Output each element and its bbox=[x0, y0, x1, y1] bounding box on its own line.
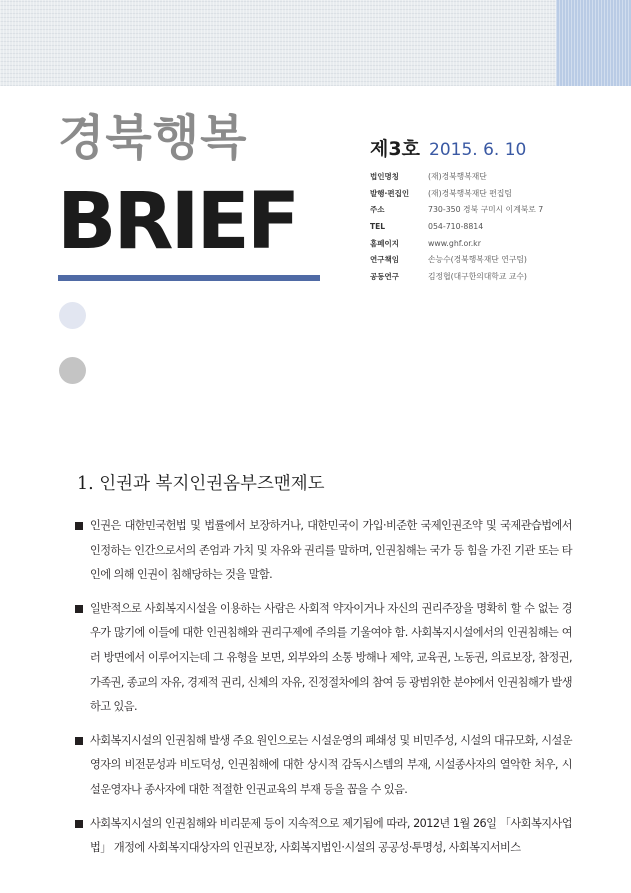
section-title: 1. 인권과 복지인권옴부즈맨제도 bbox=[77, 474, 325, 494]
header-pattern-band bbox=[0, 0, 631, 86]
bullet-text: 일반적으로 사회복지시설을 이용하는 사람은 사회적 약자이거나 자신의 권리주장을 명확히 할 수 없는 경우가 많기에 이들에 대한 인권침해와 권리구제에 주의를 기울여야 함. 사회복지시설에서의 인권침해는 여러 방면에서 이루어지는데 그 유형을 보면, 외부와의 소통 방해나 제약, 교육권, 노동권, 의료보장, 참정권, 가족권, 종교의 자유, 경제적 권리, 신체의 자유, 진정절차에의 참여 등 광범위한 분야에서 인권침해가 발생하고 있음. bbox=[90, 601, 572, 714]
decorative-circle-light bbox=[59, 302, 86, 329]
info-label: 연구책임 bbox=[370, 255, 399, 265]
publication-title-brief: BRIEF bbox=[57, 177, 298, 267]
title-underline bbox=[58, 275, 320, 281]
square-bullet-icon bbox=[75, 522, 83, 530]
issue-date: 2015. 6. 10 bbox=[429, 140, 527, 160]
info-row-homepage bbox=[370, 235, 610, 252]
square-bullet-icon bbox=[75, 605, 83, 613]
list-item bbox=[72, 729, 572, 803]
info-row-tel bbox=[370, 218, 610, 235]
bullet-text: 사회복지시설의 인권침해와 비리문제 등이 지속적으로 제기됨에 따라, 2012년 1월 26일 「사회복지사업법」 개정에 사회복지대상자의 인권보장, 사회복지법인·시설의 공공성·투명성, 사회복지서비스 bbox=[90, 816, 572, 855]
list-item bbox=[72, 597, 572, 720]
list-item bbox=[72, 812, 572, 861]
bullet-list bbox=[72, 514, 572, 870]
info-label: TEL bbox=[370, 221, 386, 231]
publication-info bbox=[370, 168, 610, 285]
square-bullet-icon bbox=[75, 820, 83, 828]
info-value: www.ghf.or.kr bbox=[428, 238, 481, 248]
info-label: 홈페이지 bbox=[370, 238, 399, 248]
bullet-text: 인권은 대한민국헌법 및 법률에서 보장하거나, 대한민국이 가입·비준한 국제인권조약 및 국제관습법에서 인정하는 인간으로서의 존엄과 가치 및 자유와 권리를 말하며, 인권침해는 국가 등 힘을 가진 기관 또는 타인에 의해 인권이 침해당하는 것을 말함. bbox=[90, 519, 572, 582]
info-row-address bbox=[370, 201, 610, 218]
info-row-co-research bbox=[370, 268, 610, 285]
info-row-publisher bbox=[370, 185, 610, 202]
info-value: (재)경북행복재단 bbox=[428, 171, 487, 181]
issue-number: 제3호 bbox=[370, 138, 420, 160]
info-value: 김정협(대구한의대학교 교수) bbox=[428, 271, 527, 281]
square-bullet-icon bbox=[75, 737, 83, 745]
info-label: 공동연구 bbox=[370, 271, 399, 281]
info-value: 054-710-8814 bbox=[428, 221, 484, 231]
info-label: 주소 bbox=[370, 205, 385, 215]
info-value: (재)경북행복재단 편집팀 bbox=[428, 188, 512, 198]
info-label: 발행·편집인 bbox=[370, 188, 410, 198]
info-row-corporation bbox=[370, 168, 610, 185]
bullet-text: 사회복지시설의 인권침해 발생 주요 원인으로는 시설운영의 폐쇄성 및 비민주성, 시설의 대규모화, 시설운영자의 비전문성과 비도덕성, 인권침해에 대한 상시적 감독시스템의 부재, 시설종사자의 열악한 처우, 시설운영자나 종사자에 대한 적절한 인권교육의 부재 등을 꼽을 수 있음. bbox=[90, 733, 572, 796]
decorative-circle-gray bbox=[59, 357, 86, 384]
info-row-research-lead bbox=[370, 251, 610, 268]
info-label: 법인명칭 bbox=[370, 171, 399, 181]
issue-line bbox=[370, 134, 526, 161]
list-item bbox=[72, 514, 572, 588]
info-value: 손능수(경북행복재단 연구팀) bbox=[428, 255, 527, 265]
header-accent-block bbox=[556, 0, 631, 86]
publication-title-korean: 경북행복 bbox=[58, 110, 248, 166]
info-value: 730-350 경북 구미시 이계북로 7 bbox=[428, 205, 544, 215]
